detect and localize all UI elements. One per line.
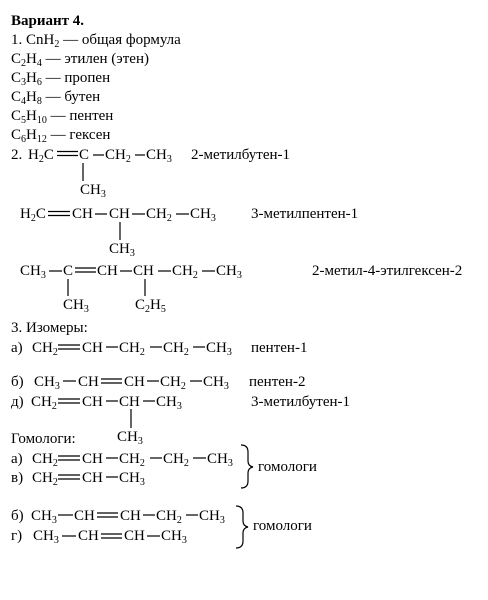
isomer-name: пентен-1 (251, 340, 308, 356)
isomer-name: 3-метилбутен-1 (251, 394, 351, 410)
item-label: в) (11, 470, 24, 486)
atom-group: $CH_3$ (31, 508, 57, 526)
substituent: $CH_3$ (109, 241, 135, 259)
alkene-row (11, 71, 110, 86)
page-title: Вариант 4. (11, 13, 85, 29)
atom-group: $CH_2$ (146, 206, 172, 224)
atom-group: $CH_3$ (199, 508, 225, 526)
atom-group: $CH_2$ (156, 508, 182, 526)
alkene-name: — пентен (50, 108, 114, 124)
atom-group: $CH_3$ (33, 528, 59, 546)
section1-number: 1. (11, 32, 23, 48)
atom-group: CH (124, 528, 145, 544)
structure-name: 3-метилпентен-1 (251, 206, 359, 222)
atom-group: $CH_2$ (172, 263, 198, 281)
atom-group: $CH_3$ (34, 374, 60, 392)
alkene-formula: $C_2H_4$ (11, 51, 42, 69)
atom-group: CH (78, 374, 99, 390)
atom-group: $H_2C$ (20, 206, 46, 224)
atom-group: CH (120, 508, 141, 524)
alkene-formula: $C_6H_{12}$ (11, 127, 47, 145)
alkene-row (11, 128, 110, 143)
item-label: б) (11, 508, 24, 524)
atom-group: $CH_3$ (156, 394, 182, 412)
atom-group: CH (82, 394, 103, 410)
atom-group: $CH_3$ (190, 206, 216, 224)
structure-name: 2-метил-4-этилгексен-2 (312, 263, 463, 279)
atom-group: CH (119, 394, 140, 410)
atom-group: CH (82, 340, 103, 356)
substituent: $C_2H_5$ (135, 297, 166, 315)
item-label: д) (11, 394, 24, 410)
general-formula-desc: — общая формула (63, 32, 181, 48)
atom-group: CH (82, 451, 103, 467)
atom-group: CH (72, 206, 93, 222)
section2-number: 2. (11, 147, 23, 163)
homologs-title: Гомологи: (11, 431, 76, 447)
atom-group: $CH_2$ (160, 374, 186, 392)
atom-group: $CH_2$ (105, 147, 131, 165)
atom-group: CH (124, 374, 145, 390)
atom-group: $H_2C$ (28, 147, 54, 165)
atom-group: $CH_2$ (119, 451, 145, 469)
item-label: г) (11, 528, 23, 544)
item-label: а) (11, 451, 23, 467)
atom-group: $CH_3$ (146, 147, 172, 165)
atom-group: $CH_3$ (161, 528, 187, 546)
item-label: а) (11, 340, 23, 356)
atom-group: $CH_3$ (203, 374, 229, 392)
general-formula: CnH$_2$ (26, 32, 60, 50)
homologs-group-label: гомологи (258, 459, 317, 475)
substituent: $CH_3$ (80, 182, 106, 200)
alkene-name: — гексен (50, 127, 111, 143)
atom-group: $CH_2$ (32, 470, 58, 488)
atom-group: $CH_2$ (163, 451, 189, 469)
structure-name: 2-метилбутен-1 (191, 147, 291, 163)
alkene-formula: $C_3H_6$ (11, 70, 42, 88)
atom-group: $CH_2$ (31, 394, 57, 412)
isomers-title: 3. Изомеры: (11, 320, 88, 336)
atom-group: $CH_3$ (216, 263, 242, 281)
atom-group: CH (74, 508, 95, 524)
alkene-formula: $C_5H_{10}$ (11, 108, 47, 126)
atom-group: $CH_2$ (32, 340, 58, 358)
atom-group: C (63, 263, 74, 279)
atom-group: $CH_2$ (163, 340, 189, 358)
alkene-row (11, 109, 113, 124)
alkene-formula: $C_4H_8$ (11, 89, 42, 107)
atom-group: CH (82, 470, 103, 486)
atom-group: $CH_2$ (32, 451, 58, 469)
atom-group: $CH_3$ (20, 263, 46, 281)
homologs-group-label: гомологи (253, 518, 312, 534)
alkene-name: — этилен (этен) (45, 51, 149, 67)
atom-group: CH (109, 206, 130, 222)
atom-group: CH (133, 263, 154, 279)
atom-group: $CH_2$ (119, 340, 145, 358)
section1-head (11, 33, 181, 48)
atom-group: CH (78, 528, 99, 544)
atom-group: $CH_3$ (119, 470, 145, 488)
atom-group: CH (97, 263, 118, 279)
isomer-name: пентен-2 (249, 374, 306, 390)
alkene-row (11, 90, 100, 105)
alkene-name: — бутен (45, 89, 101, 105)
atom-group: $CH_3$ (206, 340, 232, 358)
alkene-name: — пропен (45, 70, 111, 86)
item-label: б) (11, 374, 24, 390)
atom-group: $CH_3$ (207, 451, 233, 469)
alkene-row (11, 52, 149, 67)
atom-group: C (79, 147, 90, 163)
substituent: $CH_3$ (117, 429, 143, 447)
substituent: $CH_3$ (63, 297, 89, 315)
